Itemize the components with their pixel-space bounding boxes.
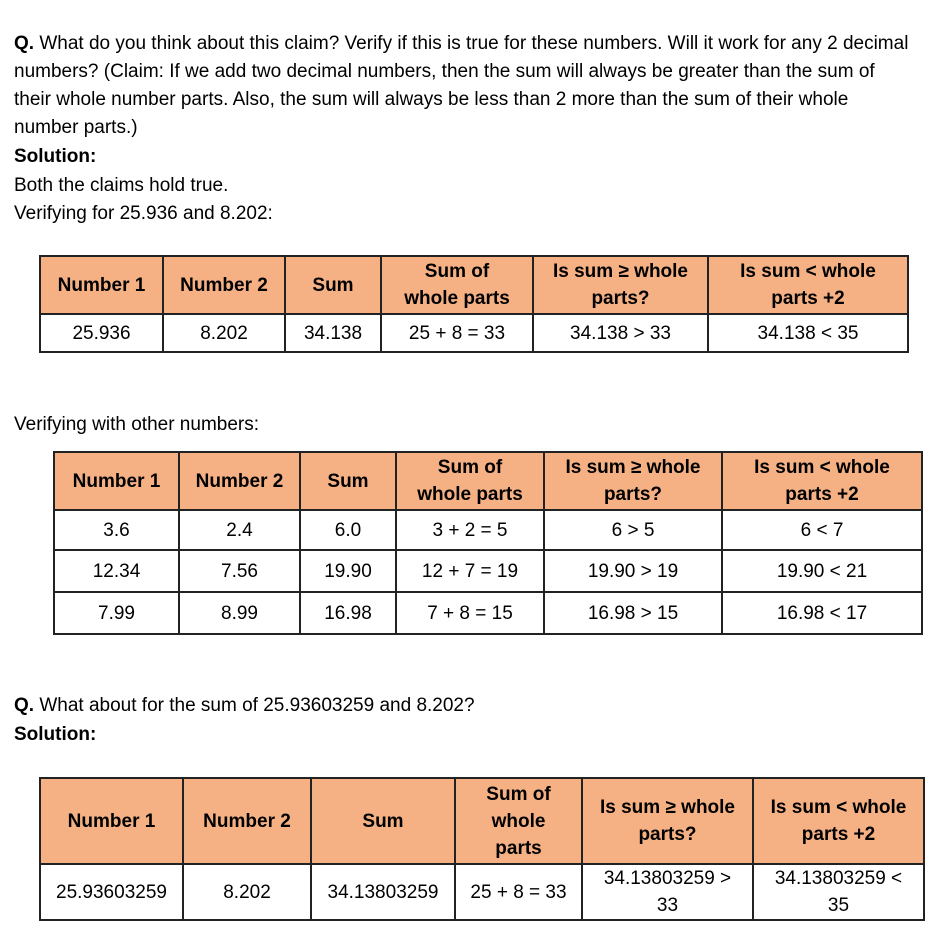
- cell: 12.34: [54, 550, 179, 592]
- header-number1: Number 1: [54, 452, 179, 510]
- cell: 8.202: [183, 864, 311, 920]
- verification-table-1: [39, 255, 909, 353]
- cell: 34.13803259: [311, 864, 455, 920]
- solution-label-2: Solution:: [14, 724, 97, 745]
- cell: 34.13803259 > 33: [582, 864, 753, 920]
- cell: 2.4: [179, 510, 300, 550]
- table-row: [40, 864, 924, 920]
- cell: 25.936: [40, 314, 163, 352]
- question-1: [14, 30, 914, 142]
- header-whole-sum: Sum of whole parts: [381, 256, 533, 314]
- header-less-check: Is sum < whole parts +2: [753, 778, 924, 864]
- cell: 12 + 7 = 19: [396, 550, 544, 592]
- table-header-row: [40, 256, 908, 314]
- cell: 7 + 8 = 15: [396, 592, 544, 634]
- verify-intro: Verifying for 25.936 and 8.202:: [14, 203, 273, 224]
- header-number2: Number 2: [163, 256, 285, 314]
- header-number2: Number 2: [179, 452, 300, 510]
- header-sum: Sum: [285, 256, 381, 314]
- question-text: What about for the sum of 25.93603259 and 8.202?: [34, 695, 475, 716]
- header-whole-sum: Sum of whole parts: [455, 778, 582, 864]
- solution-label-1: Solution:: [14, 146, 97, 167]
- cell: 34.138 < 35: [708, 314, 908, 352]
- cell: 16.98 > 15: [544, 592, 722, 634]
- cell: 19.90 < 21: [722, 550, 922, 592]
- verification-table-2: [53, 451, 923, 635]
- table-row: [54, 592, 922, 634]
- other-numbers-label: Verifying with other numbers:: [14, 414, 260, 435]
- cell: 19.90 > 19: [544, 550, 722, 592]
- cell: 6 > 5: [544, 510, 722, 550]
- header-number1: Number 1: [40, 256, 163, 314]
- question-text: What do you think about this claim? Verify if this is true for these numbers. Will it work for any 2 decimal numbers? (Claim: If we add two decimal numbers, then the sum will always be greater than the sum of their whole number parts. Also, the sum will always be less than 2 more than the sum of their whole number parts.): [14, 33, 909, 138]
- header-greater-check: Is sum ≥ whole parts?: [544, 452, 722, 510]
- cell: 34.138: [285, 314, 381, 352]
- header-less-check: Is sum < whole parts +2: [722, 452, 922, 510]
- table-header-row: [54, 452, 922, 510]
- header-greater-check: Is sum ≥ whole parts?: [582, 778, 753, 864]
- cell: 19.90: [300, 550, 396, 592]
- table-row: [54, 510, 922, 550]
- header-sum: Sum: [300, 452, 396, 510]
- cell: 25 + 8 = 33: [381, 314, 533, 352]
- header-whole-sum: Sum of whole parts: [396, 452, 544, 510]
- table-row: [40, 314, 908, 352]
- cell: 8.202: [163, 314, 285, 352]
- cell: 8.99: [179, 592, 300, 634]
- cell: 25 + 8 = 33: [455, 864, 582, 920]
- cell: 16.98: [300, 592, 396, 634]
- cell: 25.93603259: [40, 864, 183, 920]
- verification-table-3: [39, 777, 925, 921]
- question-label: Q.: [14, 33, 35, 54]
- table-row: [54, 550, 922, 592]
- header-number1: Number 1: [40, 778, 183, 864]
- cell: 34.13803259 < 35: [753, 864, 924, 920]
- cell: 3.6: [54, 510, 179, 550]
- header-greater-check: Is sum ≥ whole parts?: [533, 256, 708, 314]
- header-number2: Number 2: [183, 778, 311, 864]
- cell: 7.56: [179, 550, 300, 592]
- claim-result: Both the claims hold true.: [14, 175, 229, 196]
- cell: 7.99: [54, 592, 179, 634]
- cell: 3 + 2 = 5: [396, 510, 544, 550]
- header-less-check: Is sum < whole parts +2: [708, 256, 908, 314]
- cell: 6.0: [300, 510, 396, 550]
- table-header-row: [40, 778, 924, 864]
- header-sum: Sum: [311, 778, 455, 864]
- cell: 34.138 > 33: [533, 314, 708, 352]
- question-label: Q.: [14, 695, 35, 716]
- question-2: [14, 692, 475, 720]
- cell: 16.98 < 17: [722, 592, 922, 634]
- cell: 6 < 7: [722, 510, 922, 550]
